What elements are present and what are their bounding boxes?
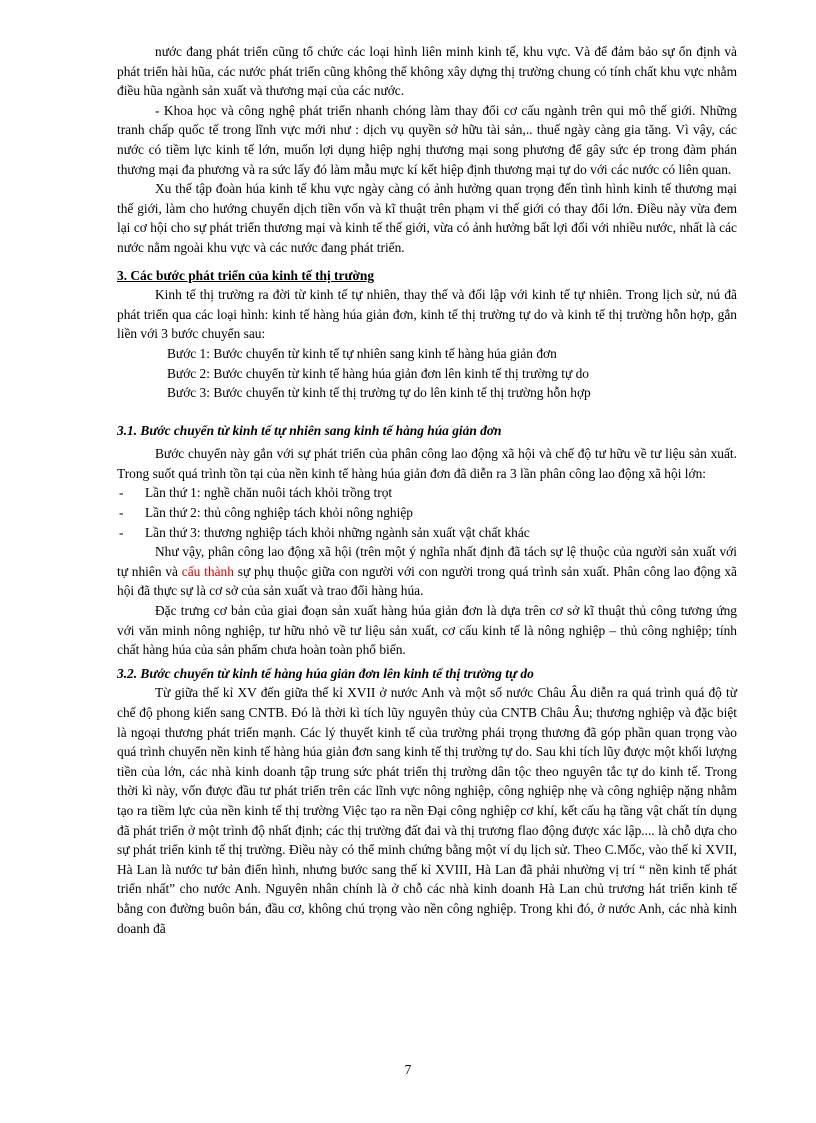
heading-section-3-2: 3.2. Bước chuyển từ kinh tế hàng húa giản đơn lên kinh tế thị trường tự do	[117, 665, 534, 681]
page-number: 7	[404, 1062, 412, 1077]
step-3: Bước 3: Bước chuyển từ kinh tế thị trường tự do lên kinh tế thị trường hỗn hợp	[167, 385, 591, 401]
paragraph-science-technology: - Khoa học và công nghệ phát triển nhanh chóng làm thay đổi cơ cấu ngành trên qui mô thế giới. Những tranh chấp quốc tế trong lĩnh vực mới như : dịch vụ quyền sở hữu tài sản,.. thuế ngày càng gia tăng. Vì vậy, các nước có tiềm lực kinh tế lớn, muốn lợi dụng hiệp nghị thương mại song phương để gây sức ép trong đàm phán thương mại đa phương và ra sức lấy đó làm mẫu mực kí kết hiệp định thương mại tự do với các nước có liên quan.	[117, 102, 737, 177]
step-2: Bước 2: Bước chuyển từ kinh tế hàng húa giản đơn lên kinh tế thị trường tự do	[167, 365, 590, 381]
list-item	[117, 483, 737, 503]
dash-marker: -	[119, 485, 124, 501]
paragraph-free-market-history: Từ giữa thế kỉ XV đến giữa thế kỉ XVII ở nước Anh và một số nước Châu Âu diễn ra quá trình quá độ từ chế độ phong kiến sang CNTB. Đó là thời kì tích lũy nguyên thủy của CNTB Châu Âu; thương nghiệp và đặc biệt là ngoại thương phát triển mạnh. Các lý thuyết kinh tế của trường phái trọng thương đã góp phần quan trọng vào quá trình chuyển nền kinh tế hàng húa giản đơn sang kinh tế thị trường tự do. Sau khi tích lũy được một khối lượng tiền của lớn, các nhà kinh doanh tập trung sức phát triển thị trường dân tộc theo nguyên tắc tự do kinh tế. Trong thời kì này, vốn được đầu tư phát triển trên các lĩnh vực nông nghiệp, công nghiệp nhẹ và công nghiệp nặng nhằm tạo ra tiềm lực của nền kinh tế thị trường Việc tạo ra nền Đại công nghiệp cơ khí, kết cấu hạ tầng vật chất tín dụng đã phát triển ở một trình độ nhất định; các thị trường đất đai và thị trương flao động được xác lập.... là chỗ dựa cho sự phát triển kinh tế thị trường. Điều này có thể minh chứng bằng một ví dụ lịch sử. Theo C.Mốc, vào thế kỉ XVII, Hà Lan là nước tư bản điển hình, nhưng bước sang thế kỉ XVIII, Hà Lan đã phải nhường vị trí “ nền kinh tế phát triển nhất” cho nước Anh. Nguyên nhân chính là ở chỗ các nhà kinh doanh Hà Lan chủ trương hát triển kinh tế bằng con đường buôn bán, đầu cơ, không chú trọng vào nền công nghiệp. Trong khi đó, ở nước Anh, các nhà kinh doanh đã	[117, 685, 737, 936]
paragraph-market-economy-origin: Kinh tế thị trường ra đời từ kinh tế tự nhiên, thay thế và đối lập với kinh tế tự nhiên. Trong lịch sử, nú đã phát triển qua các loại hình: kinh tế hàng húa giản đơn, kinh tế thị trường tự do và kinh tế thị trường hỗn hợp, gắn liền với 3 bước chuyển sau:	[117, 287, 737, 342]
paragraph-simple-commodity: Bước chuyển này gắn với sự phát triển của phân công lao động xã hội và chế độ tư hữu về tư liệu sản xuất. Trong suốt quá trình tồn tại của nền kinh tế hàng húa giản đơn đã diễn ra 3 lần phân công lao động xã hội lớn:	[117, 446, 737, 481]
heading-section-3: 3. Các bước phát triển của kinh tế thị trường	[117, 267, 375, 283]
paragraph-regional-trend: Xu thế tập đoàn húa kinh tế khu vực ngày càng có ảnh hưởng quan trọng đến tình hình kinh tế thương mại thế giới, làm cho hướng chuyển dịch tiền vốn và kĩ thuật trên phạm vi thế giới có thay đổi lớn. Điều này vừa đem lại cơ hội cho sự phát triển thương mại và kinh tế thế giới, vừa có ảnh hưởng bất lợi đối với nhiều nước, nhất là các nước nằm ngoài khu vực và các nước đang phát triển.	[117, 181, 737, 255]
list-item	[117, 523, 737, 543]
list-item-text: Lần thứ 3: thương nghiệp tách khỏi những ngành sản xuất vật chất khác	[145, 524, 530, 540]
heading-section-3-1: 3.1. Bước chuyển từ kinh tế tự nhiên sang kinh tế hàng húa giản đơn	[117, 422, 502, 438]
step-1: Bước 1: Bước chuyển từ kinh tế tự nhiên sang kinh tế hàng húa giản đơn	[167, 345, 557, 361]
paragraph-regional-integration: nước đang phát triển cũng tổ chức các loại hình liên minh kinh tế, khu vực. Và để đảm bảo sự ổn định và phát triển hài hũa, các nước phát triển cũng không thể không xây dựng thị trường chung có tính chất khu vực nhằm điều hũa ngành sản xuất và thương mại của các nước.	[117, 44, 737, 99]
list-item-text: Lần thứ 1: nghề chăn nuôi tách khỏi trồng trọt	[145, 485, 393, 501]
paragraph-characteristics: Đặc trưng cơ bản của giai đoạn sản xuất hàng húa giản đơn là dựa trên cơ sở kĩ thuật thủ công tương ứng với văn minh nông nghiệp, tư hữu nhỏ về tư liệu sản xuất, cơ cấu kinh tế là nông nghiệp – thủ công nghiệp; tính chất hàng húa của sản phẩm chưa hoàn toàn phổ biến.	[117, 603, 737, 658]
dash-marker: -	[119, 524, 124, 540]
text-segment: Như vậy, phân công lao động xã hội (trên một ý nghĩa nhất định đã tách sự lệ thuộc của người sản xuất với tự nhiên và	[117, 544, 737, 579]
document-page	[117, 42, 737, 938]
list-item	[117, 503, 737, 523]
highlighted-phrase: cấu thành	[181, 563, 234, 579]
text-segment: sự phụ thuộc giữa con người với con người trong quá trình sản xuất. Phân công lao động xã hội đã thực sự là cơ sở của sản xuất và trao đổi hàng húa.	[117, 563, 737, 599]
paragraph-division-of-labour	[117, 542, 737, 601]
dash-marker: -	[119, 505, 124, 521]
list-item-text: Lần thứ 2: thủ công nghiệp tách khỏi nông nghiệp	[145, 505, 413, 521]
